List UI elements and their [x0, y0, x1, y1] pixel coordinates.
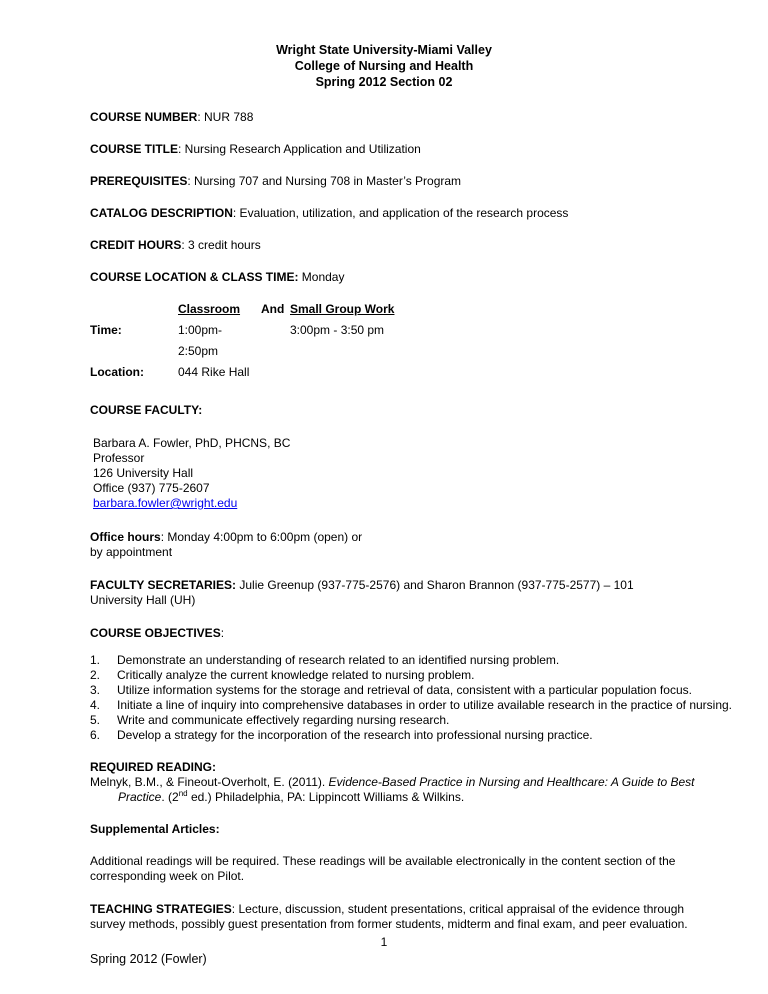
course-number-line: [90, 110, 708, 125]
citation-publisher: ed.) Philadelphia, PA: Lippincott Williams & Wilkins.: [187, 790, 465, 804]
credit-hours-line: [90, 238, 708, 253]
credit-hours-label: CREDIT HOURS: [90, 238, 182, 252]
teaching-strategies-label: TEACHING STRATEGIES: [90, 902, 232, 916]
course-number-label: COURSE NUMBER: [90, 110, 198, 124]
course-faculty-heading: COURSE FACULTY:: [90, 403, 203, 417]
objective-item: [90, 683, 738, 698]
objective-text: Develop a strategy for the incorporation of the research into professional nursing practice.: [117, 728, 593, 742]
schedule-empty-cell: [261, 362, 290, 383]
faculty-secretaries-label: FACULTY SECRETARIES:: [90, 578, 237, 592]
citation-authors: Melnyk, B.M., & Fineout-Overholt, E. (2011).: [90, 775, 329, 789]
objective-item: [90, 668, 738, 683]
faculty-email-line: [93, 496, 708, 511]
course-objectives-label: COURSE OBJECTIVES: [90, 626, 221, 640]
faculty-secretaries-line: [90, 578, 668, 608]
objective-text: Initiate a line of inquiry into comprehensive databases in order to utilize available research in the practice of nursing.: [117, 698, 733, 712]
objective-number: 6.: [90, 728, 101, 742]
office-hours-line2: by appointment: [90, 545, 173, 559]
schedule-table: [90, 299, 708, 383]
university-name: Wright State University-Miami Valley: [276, 43, 492, 57]
objective-number: 2.: [90, 668, 101, 682]
course-number-value: : NUR 788: [197, 110, 254, 124]
document-header: [90, 42, 678, 90]
catalog-description-line: [90, 206, 708, 221]
objective-item: [90, 653, 738, 668]
schedule-empty-cell: [290, 362, 708, 383]
citation-title: Evidence-Based Practice in Nursing and Healthcare: A Guide to Best Practice: [118, 775, 695, 804]
faculty-phone: Office (937) 775-2607: [93, 481, 210, 495]
college-name: College of Nursing and Health: [294, 59, 474, 73]
objective-number: 4.: [90, 698, 101, 712]
schedule-location-classroom: 044 Rike Hall: [178, 365, 250, 379]
term-section: Spring 2012 Section 02: [315, 75, 453, 89]
credit-hours-value: : 3 credit hours: [181, 238, 261, 252]
faculty-secretaries-value: Julie Greenup (937-775-2576) and Sharon Brannon (937-775-2577) – 101 University Hall (UH): [90, 578, 634, 607]
objectives-list: [90, 653, 738, 743]
schedule-time-classroom: 1:00pm-2:50pm: [178, 323, 223, 358]
page-number: 1: [380, 935, 388, 949]
prerequisites-line: [90, 174, 708, 189]
objective-text: Write and communicate effectively regarding nursing research.: [117, 713, 450, 727]
prerequisites-value: : Nursing 707 and Nursing 708 in Master’s Program: [187, 174, 462, 188]
course-title-line: [90, 142, 708, 157]
objective-number: 3.: [90, 683, 101, 697]
course-location-value: Monday: [298, 270, 345, 284]
citation-edition-ordinal: nd: [178, 789, 188, 798]
supplemental-articles-body: Additional readings will be required. These readings will be available electronically in the content section of the corresponding week on Pilot.: [90, 854, 676, 883]
schedule-time-label: Time:: [90, 323, 122, 337]
catalog-description-label: CATALOG DESCRIPTION: [90, 206, 233, 220]
objective-item: [90, 698, 738, 713]
faculty-address: 126 University Hall: [93, 466, 194, 480]
footer-note: Spring 2012 (Fowler): [90, 952, 207, 966]
schedule-empty-cell: [261, 320, 290, 362]
supplemental-articles-heading: Supplemental Articles:: [90, 822, 220, 836]
catalog-description-value: : Evaluation, utilization, and application of the research process: [232, 206, 569, 220]
objective-item: [90, 713, 738, 728]
faculty-title: Professor: [93, 451, 145, 465]
objective-item: [90, 728, 738, 743]
schedule-time-small-group: 3:00pm - 3:50 pm: [290, 323, 385, 337]
office-hours-line: [90, 530, 708, 560]
schedule-header-classroom: Classroom: [178, 302, 241, 316]
required-reading-citation: [90, 775, 708, 805]
course-title-label: COURSE TITLE: [90, 142, 179, 156]
teaching-strategies-line: [90, 902, 702, 932]
course-objectives-colon: :: [220, 626, 225, 640]
objective-number: 5.: [90, 713, 101, 727]
faculty-name: Barbara A. Fowler, PhD, PHCNS, BC: [93, 436, 291, 450]
office-hours-label: Office hours: [90, 530, 161, 544]
objective-text: Critically analyze the current knowledge related to nursing problem.: [117, 668, 475, 682]
objective-text: Utilize information systems for the storage and retrieval of data, consistent with a particular population focus.: [117, 683, 692, 697]
objective-number: 1.: [90, 653, 101, 667]
schedule-header-small-group: Small Group Work: [290, 302, 395, 316]
teaching-strategies-value: : Lecture, discussion, student presentations, critical appraisal of the evidence through survey methods, possibly guest presentation from former students, midterm and final exam, and peer evaluation.: [90, 902, 688, 931]
course-objectives-heading: [90, 626, 708, 641]
schedule-location-label: Location:: [90, 365, 144, 379]
course-location-label: COURSE LOCATION & CLASS TIME:: [90, 270, 299, 284]
objective-text: Demonstrate an understanding of research related to an identified nursing problem.: [117, 653, 560, 667]
course-location-line: [90, 270, 708, 285]
schedule-empty-cell: [90, 299, 178, 320]
course-title-value: : Nursing Research Application and Utilization: [178, 142, 421, 156]
office-hours-value: : Monday 4:00pm to 6:00pm (open) or: [160, 530, 363, 544]
citation-edition-pre: . (2: [161, 790, 179, 804]
schedule-header-and: And: [261, 302, 285, 316]
required-reading-heading: REQUIRED READING:: [90, 760, 217, 774]
faculty-email-link[interactable]: barbara.fowler@wright.edu: [93, 496, 238, 510]
prerequisites-label: PREREQUISITES: [90, 174, 188, 188]
faculty-block: [90, 436, 708, 511]
